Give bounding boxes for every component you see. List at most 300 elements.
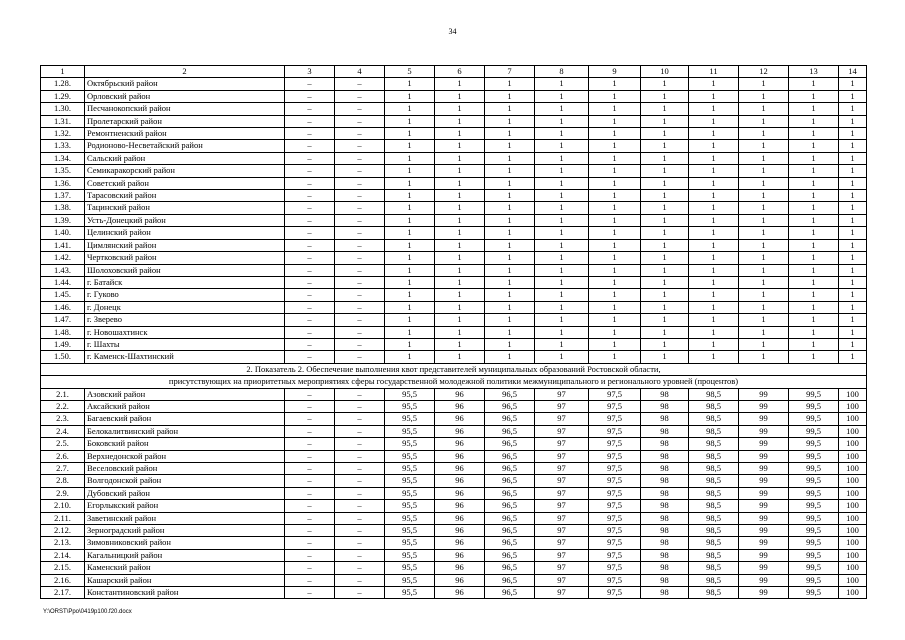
value-cell: 1 bbox=[739, 351, 789, 363]
value-cell: 1 bbox=[789, 252, 839, 264]
value-cell: – bbox=[285, 562, 335, 574]
value-cell: 1 bbox=[789, 177, 839, 189]
value-cell: 1 bbox=[839, 78, 867, 90]
table-row bbox=[41, 140, 867, 152]
value-cell: – bbox=[285, 512, 335, 524]
row-number-cell: 1.30. bbox=[41, 103, 85, 115]
value-cell: 1 bbox=[485, 264, 535, 276]
value-cell: 1 bbox=[641, 190, 689, 202]
value-cell: 98 bbox=[641, 587, 689, 599]
value-cell: 99,5 bbox=[789, 574, 839, 586]
value-cell: 1 bbox=[589, 276, 641, 288]
value-cell: 1 bbox=[739, 103, 789, 115]
value-cell: – bbox=[335, 438, 385, 450]
value-cell: 99 bbox=[739, 512, 789, 524]
value-cell: 1 bbox=[485, 140, 535, 152]
value-cell: 1 bbox=[485, 177, 535, 189]
row-number-cell: 2.10. bbox=[41, 500, 85, 512]
table-row bbox=[41, 276, 867, 288]
value-cell: 1 bbox=[641, 128, 689, 140]
row-number-cell: 1.43. bbox=[41, 264, 85, 276]
value-cell: 1 bbox=[739, 177, 789, 189]
value-cell: 1 bbox=[739, 115, 789, 127]
value-cell: 9 bbox=[589, 66, 641, 78]
value-cell: 1 bbox=[789, 78, 839, 90]
value-cell: 1 bbox=[435, 177, 485, 189]
value-cell: 98 bbox=[641, 425, 689, 437]
district-name-cell: г. Зверево bbox=[85, 314, 285, 326]
value-cell: 1 bbox=[535, 227, 589, 239]
value-cell: 97 bbox=[535, 425, 589, 437]
value-cell: – bbox=[335, 338, 385, 350]
table-row bbox=[41, 400, 867, 412]
value-cell: 1 bbox=[485, 165, 535, 177]
value-cell: 1 bbox=[435, 276, 485, 288]
value-cell: 100 bbox=[839, 438, 867, 450]
value-cell: 1 bbox=[535, 276, 589, 288]
value-cell: – bbox=[285, 177, 335, 189]
value-cell: 98 bbox=[641, 525, 689, 537]
row-number-cell: 1.45. bbox=[41, 289, 85, 301]
value-cell: 96,5 bbox=[485, 500, 535, 512]
value-cell: 95,5 bbox=[385, 475, 435, 487]
value-cell: – bbox=[285, 239, 335, 251]
district-name-cell: Тарасовский район bbox=[85, 190, 285, 202]
value-cell: 99,5 bbox=[789, 487, 839, 499]
value-cell: 96 bbox=[435, 438, 485, 450]
value-cell: 98 bbox=[641, 549, 689, 561]
value-cell: 95,5 bbox=[385, 537, 435, 549]
value-cell: 99 bbox=[739, 462, 789, 474]
value-cell: – bbox=[335, 525, 385, 537]
table-row bbox=[41, 487, 867, 499]
district-name-cell: Верхнедонской район bbox=[85, 450, 285, 462]
value-cell: 97,5 bbox=[589, 487, 641, 499]
value-cell: 98,5 bbox=[689, 413, 739, 425]
value-cell: – bbox=[285, 301, 335, 313]
value-cell: 1 bbox=[385, 239, 435, 251]
row-number-cell: 2.9. bbox=[41, 487, 85, 499]
row-number-cell: 1.49. bbox=[41, 338, 85, 350]
value-cell: 97,5 bbox=[589, 574, 641, 586]
value-cell: 1 bbox=[589, 214, 641, 226]
value-cell: 100 bbox=[839, 413, 867, 425]
value-cell: 1 bbox=[535, 152, 589, 164]
row-number-cell: 1.41. bbox=[41, 239, 85, 251]
value-cell: 1 bbox=[789, 165, 839, 177]
value-cell: 96 bbox=[435, 475, 485, 487]
value-cell: – bbox=[285, 450, 335, 462]
value-cell: 1 bbox=[535, 103, 589, 115]
value-cell: – bbox=[335, 326, 385, 338]
value-cell: 98,5 bbox=[689, 574, 739, 586]
value-cell: 1 bbox=[789, 289, 839, 301]
value-cell: 1 bbox=[435, 326, 485, 338]
district-name-cell: Зерноградский район bbox=[85, 525, 285, 537]
value-cell: 98 bbox=[641, 487, 689, 499]
value-cell: 1 bbox=[435, 289, 485, 301]
value-cell: 96,5 bbox=[485, 438, 535, 450]
value-cell: 96 bbox=[435, 500, 485, 512]
value-cell: 99 bbox=[739, 400, 789, 412]
table-row bbox=[41, 90, 867, 102]
value-cell: 1 bbox=[535, 314, 589, 326]
value-cell: 96 bbox=[435, 537, 485, 549]
value-cell: 100 bbox=[839, 500, 867, 512]
value-cell: 97,5 bbox=[589, 587, 641, 599]
value-cell: 97,5 bbox=[589, 475, 641, 487]
value-cell: 1 bbox=[789, 190, 839, 202]
value-cell: 1 bbox=[739, 128, 789, 140]
value-cell: 96 bbox=[435, 450, 485, 462]
row-number-cell: 1.39. bbox=[41, 214, 85, 226]
value-cell: 1 bbox=[435, 78, 485, 90]
district-name-cell: Волгодонской район bbox=[85, 475, 285, 487]
district-name-cell: Цимлянский район bbox=[85, 239, 285, 251]
district-name-cell: Песчанокопский район bbox=[85, 103, 285, 115]
value-cell: 100 bbox=[839, 537, 867, 549]
value-cell: 97,5 bbox=[589, 537, 641, 549]
value-cell: – bbox=[285, 140, 335, 152]
value-cell: 100 bbox=[839, 475, 867, 487]
district-name-cell: Октябрьский район bbox=[85, 78, 285, 90]
value-cell: 96,5 bbox=[485, 549, 535, 561]
value-cell: 99,5 bbox=[789, 425, 839, 437]
value-cell: 1 bbox=[641, 239, 689, 251]
value-cell: 1 bbox=[641, 152, 689, 164]
value-cell: 99 bbox=[739, 438, 789, 450]
row-number-cell: 2.8. bbox=[41, 475, 85, 487]
value-cell: 1 bbox=[739, 140, 789, 152]
value-cell: – bbox=[335, 165, 385, 177]
value-cell: 1 bbox=[485, 289, 535, 301]
value-cell: 97 bbox=[535, 549, 589, 561]
value-cell: 1 bbox=[435, 128, 485, 140]
value-cell: 1 bbox=[589, 128, 641, 140]
table-row bbox=[41, 438, 867, 450]
page-number: 34 bbox=[448, 27, 457, 36]
value-cell: 96 bbox=[435, 525, 485, 537]
value-cell: 1 bbox=[435, 152, 485, 164]
value-cell: – bbox=[285, 574, 335, 586]
value-cell: – bbox=[285, 487, 335, 499]
value-cell: 1 bbox=[689, 152, 739, 164]
value-cell: 1 bbox=[385, 301, 435, 313]
value-cell: – bbox=[335, 425, 385, 437]
value-cell: 1 bbox=[641, 264, 689, 276]
value-cell: 1 bbox=[641, 252, 689, 264]
value-cell: 96,5 bbox=[485, 462, 535, 474]
value-cell: – bbox=[335, 301, 385, 313]
value-cell: 1 bbox=[739, 202, 789, 214]
table-row bbox=[41, 425, 867, 437]
district-name-cell: г. Каменск-Шахтинский bbox=[85, 351, 285, 363]
value-cell: – bbox=[335, 115, 385, 127]
value-cell: 95,5 bbox=[385, 512, 435, 524]
district-name-cell: Зимовниковский район bbox=[85, 537, 285, 549]
value-cell: – bbox=[285, 214, 335, 226]
value-cell: 1 bbox=[385, 326, 435, 338]
value-cell: 1 bbox=[485, 326, 535, 338]
value-cell: 1 bbox=[689, 326, 739, 338]
value-cell: 95,5 bbox=[385, 500, 435, 512]
value-cell: 1 bbox=[839, 252, 867, 264]
value-cell: 1 bbox=[839, 140, 867, 152]
value-cell: 1 bbox=[385, 177, 435, 189]
value-cell: – bbox=[335, 152, 385, 164]
value-cell: 1 bbox=[385, 103, 435, 115]
value-cell: 95,5 bbox=[385, 574, 435, 586]
row-number-cell: 1.35. bbox=[41, 165, 85, 177]
value-cell: 99,5 bbox=[789, 525, 839, 537]
value-cell: 1 bbox=[839, 301, 867, 313]
value-cell: 1 bbox=[739, 78, 789, 90]
value-cell: – bbox=[285, 202, 335, 214]
value-cell: 1 bbox=[641, 165, 689, 177]
value-cell: 96 bbox=[435, 512, 485, 524]
value-cell: 1 bbox=[641, 289, 689, 301]
table-row bbox=[41, 549, 867, 561]
value-cell: 98 bbox=[641, 537, 689, 549]
value-cell: 1 bbox=[689, 128, 739, 140]
value-cell: 97,5 bbox=[589, 562, 641, 574]
value-cell: 1 bbox=[435, 264, 485, 276]
value-cell: 1 bbox=[689, 264, 739, 276]
value-cell: 100 bbox=[839, 562, 867, 574]
value-cell: 1 bbox=[385, 351, 435, 363]
value-cell: – bbox=[285, 252, 335, 264]
value-cell: 97,5 bbox=[589, 400, 641, 412]
value-cell: – bbox=[335, 562, 385, 574]
value-cell: – bbox=[335, 574, 385, 586]
row-number-cell: 2.12. bbox=[41, 525, 85, 537]
table-row bbox=[41, 115, 867, 127]
value-cell: 99,5 bbox=[789, 500, 839, 512]
district-name-cell: Ремонтненский район bbox=[85, 128, 285, 140]
value-cell: 1 bbox=[385, 314, 435, 326]
district-name-cell: Родионово-Несветайский район bbox=[85, 140, 285, 152]
value-cell: 97,5 bbox=[589, 438, 641, 450]
row-number-cell: 2.3. bbox=[41, 413, 85, 425]
value-cell: 1 bbox=[435, 338, 485, 350]
row-number-cell: 1.34. bbox=[41, 152, 85, 164]
footer-file-path: Y:\ORST\Ppo\0419p100.f20.docx bbox=[43, 609, 132, 615]
value-cell: 13 bbox=[789, 66, 839, 78]
value-cell: 1 bbox=[385, 264, 435, 276]
value-cell: 97 bbox=[535, 587, 589, 599]
value-cell: 97 bbox=[535, 537, 589, 549]
value-cell: 96,5 bbox=[485, 388, 535, 400]
value-cell: 96,5 bbox=[485, 562, 535, 574]
value-cell: 97 bbox=[535, 388, 589, 400]
value-cell: 1 bbox=[689, 314, 739, 326]
section-heading-row bbox=[41, 363, 867, 375]
district-name-cell: Сальский район bbox=[85, 152, 285, 164]
value-cell: 97 bbox=[535, 574, 589, 586]
value-cell: 1 bbox=[839, 115, 867, 127]
value-cell: 1 bbox=[485, 128, 535, 140]
value-cell: 1 bbox=[739, 289, 789, 301]
value-cell: 1 bbox=[485, 338, 535, 350]
value-cell: – bbox=[285, 525, 335, 537]
value-cell: 96,5 bbox=[485, 537, 535, 549]
district-name-cell: Константиновский район bbox=[85, 587, 285, 599]
value-cell: 1 bbox=[589, 140, 641, 152]
value-cell: 97 bbox=[535, 413, 589, 425]
row-number-cell: 2.13. bbox=[41, 537, 85, 549]
value-cell: 1 bbox=[641, 351, 689, 363]
value-cell: 1 bbox=[689, 351, 739, 363]
value-cell: 1 bbox=[435, 165, 485, 177]
value-cell: 95,5 bbox=[385, 388, 435, 400]
value-cell: 1 bbox=[435, 103, 485, 115]
value-cell: 4 bbox=[335, 66, 385, 78]
value-cell: 99 bbox=[739, 537, 789, 549]
value-cell: 96,5 bbox=[485, 475, 535, 487]
value-cell: 99 bbox=[739, 487, 789, 499]
value-cell: – bbox=[285, 276, 335, 288]
value-cell: 95,5 bbox=[385, 400, 435, 412]
value-cell: 7 bbox=[485, 66, 535, 78]
value-cell: 99 bbox=[739, 562, 789, 574]
district-name-cell: Кашарский район bbox=[85, 574, 285, 586]
value-cell: 97 bbox=[535, 525, 589, 537]
value-cell: 1 bbox=[385, 128, 435, 140]
value-cell: 1 bbox=[485, 314, 535, 326]
value-cell: – bbox=[285, 314, 335, 326]
value-cell: 96 bbox=[435, 587, 485, 599]
value-cell: 96,5 bbox=[485, 487, 535, 499]
value-cell: 1 bbox=[739, 165, 789, 177]
row-number-cell: 1.50. bbox=[41, 351, 85, 363]
row-number-cell: 2.14. bbox=[41, 549, 85, 561]
value-cell: – bbox=[335, 487, 385, 499]
value-cell: 1 bbox=[535, 338, 589, 350]
value-cell: 96,5 bbox=[485, 400, 535, 412]
value-cell: – bbox=[285, 78, 335, 90]
value-cell: 1 bbox=[589, 103, 641, 115]
value-cell: 1 bbox=[689, 165, 739, 177]
value-cell: 1 bbox=[789, 103, 839, 115]
value-cell: 98,5 bbox=[689, 450, 739, 462]
value-cell: 1 bbox=[589, 202, 641, 214]
value-cell: 1 bbox=[385, 252, 435, 264]
district-name-cell: Целинский район bbox=[85, 227, 285, 239]
value-cell: 95,5 bbox=[385, 413, 435, 425]
row-number-cell: 2.2. bbox=[41, 400, 85, 412]
value-cell: 1 bbox=[385, 152, 435, 164]
value-cell: – bbox=[335, 239, 385, 251]
value-cell: 100 bbox=[839, 587, 867, 599]
district-name-cell: Советский район bbox=[85, 177, 285, 189]
value-cell: 99,5 bbox=[789, 562, 839, 574]
value-cell: 98,5 bbox=[689, 475, 739, 487]
value-cell: 1 bbox=[839, 239, 867, 251]
value-cell: 1 bbox=[689, 190, 739, 202]
value-cell: – bbox=[335, 190, 385, 202]
value-cell: 1 bbox=[385, 276, 435, 288]
value-cell: – bbox=[335, 214, 385, 226]
value-cell: 1 bbox=[485, 78, 535, 90]
value-cell: – bbox=[285, 388, 335, 400]
table-row bbox=[41, 326, 867, 338]
value-cell: 98,5 bbox=[689, 562, 739, 574]
value-cell: 1 bbox=[589, 252, 641, 264]
row-number-cell: 2.7. bbox=[41, 462, 85, 474]
value-cell: 1 bbox=[535, 289, 589, 301]
value-cell: – bbox=[335, 227, 385, 239]
value-cell: 99 bbox=[739, 388, 789, 400]
district-name-cell: Тацинский район bbox=[85, 202, 285, 214]
value-cell: 95,5 bbox=[385, 450, 435, 462]
value-cell: 1 bbox=[485, 214, 535, 226]
value-cell: 1 bbox=[435, 314, 485, 326]
value-cell: 1 bbox=[839, 128, 867, 140]
value-cell: – bbox=[285, 115, 335, 127]
value-cell: 1 bbox=[535, 264, 589, 276]
value-cell: 1 bbox=[839, 177, 867, 189]
value-cell: 1 bbox=[789, 202, 839, 214]
value-cell: 1 bbox=[689, 103, 739, 115]
value-cell: – bbox=[285, 425, 335, 437]
value-cell: 98 bbox=[641, 574, 689, 586]
value-cell: 97 bbox=[535, 450, 589, 462]
row-number-cell: 1.47. bbox=[41, 314, 85, 326]
value-cell: 1 bbox=[789, 128, 839, 140]
value-cell: 1 bbox=[435, 239, 485, 251]
value-cell: – bbox=[285, 475, 335, 487]
value-cell: 97,5 bbox=[589, 500, 641, 512]
value-cell: – bbox=[335, 500, 385, 512]
value-cell: – bbox=[335, 90, 385, 102]
table-row bbox=[41, 103, 867, 115]
value-cell: 1 bbox=[739, 276, 789, 288]
table-row bbox=[41, 338, 867, 350]
value-cell: 99 bbox=[739, 475, 789, 487]
value-cell: 98,5 bbox=[689, 525, 739, 537]
value-cell: – bbox=[335, 177, 385, 189]
value-cell: 1 bbox=[739, 152, 789, 164]
value-cell: – bbox=[285, 438, 335, 450]
value-cell: 99 bbox=[739, 587, 789, 599]
table-row bbox=[41, 214, 867, 226]
value-cell: 1 bbox=[435, 301, 485, 313]
value-cell: – bbox=[335, 202, 385, 214]
value-cell: – bbox=[335, 549, 385, 561]
table-row bbox=[41, 314, 867, 326]
value-cell: – bbox=[285, 90, 335, 102]
value-cell: 1 bbox=[485, 115, 535, 127]
value-cell: 98,5 bbox=[689, 500, 739, 512]
value-cell: 95,5 bbox=[385, 525, 435, 537]
row-number-cell: 2.4. bbox=[41, 425, 85, 437]
indicator-table bbox=[40, 65, 867, 599]
value-cell: 99 bbox=[739, 450, 789, 462]
value-cell: 1 bbox=[589, 190, 641, 202]
value-cell: 1 bbox=[689, 202, 739, 214]
district-name-cell: Усть-Донецкий район bbox=[85, 214, 285, 226]
value-cell: – bbox=[335, 413, 385, 425]
row-number-cell: 1.31. bbox=[41, 115, 85, 127]
row-number-cell: 1.38. bbox=[41, 202, 85, 214]
value-cell: – bbox=[335, 276, 385, 288]
value-cell: 1 bbox=[689, 289, 739, 301]
value-cell: 99,5 bbox=[789, 450, 839, 462]
value-cell: 97,5 bbox=[589, 388, 641, 400]
table-header-row bbox=[41, 66, 867, 78]
value-cell: 1 bbox=[535, 90, 589, 102]
value-cell: 1 bbox=[739, 252, 789, 264]
